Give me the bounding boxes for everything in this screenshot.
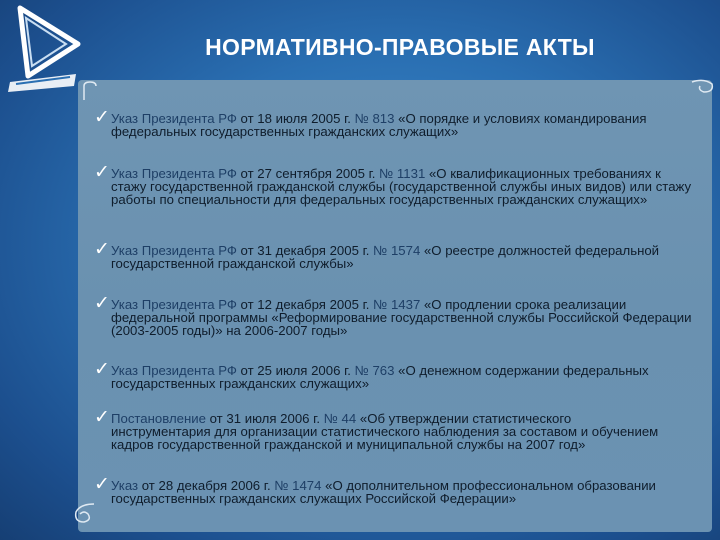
act-number: № 44 <box>323 411 357 426</box>
act-title-rest: государственных гражданских служащих Российской Федерации» <box>111 491 517 506</box>
act-title-start: «О квалификационных требованиях к <box>425 166 661 181</box>
act-item <box>94 406 696 452</box>
act-text <box>96 298 696 337</box>
act-text <box>96 412 696 451</box>
checkmark-icon: ✓ <box>94 473 110 495</box>
act-title-rest: федеральной программы «Реформирование государственной службы Российской Федерации (2003-2005 годы)» на 2006-2007 годы» <box>111 310 692 338</box>
scroll-curl-icon <box>70 500 98 526</box>
checkmark-icon: ✓ <box>94 106 110 128</box>
checkmark-icon: ✓ <box>94 292 110 314</box>
act-title-start: «Об утверждении статистического <box>356 411 572 426</box>
act-source: Указ Президента РФ <box>111 243 237 258</box>
checkmark-icon: ✓ <box>94 161 110 183</box>
scroll-curl-icon <box>690 78 716 102</box>
act-title-rest: инструментария для организации статистического наблюдения за составом и обучением кадров государственной гражданской и муниципальной службы на 2007 год» <box>111 424 659 452</box>
checkmark-icon: ✓ <box>94 238 110 260</box>
act-item <box>94 292 696 338</box>
act-item <box>94 161 696 207</box>
act-title-start: «О дополнительном профессиональном образовании <box>321 478 656 493</box>
page-title: НОРМАТИВНО-ПРАВОВЫЕ АКТЫ <box>205 34 595 60</box>
act-title-start: «О денежном содержании федеральных <box>394 363 649 378</box>
act-item <box>94 358 696 391</box>
act-title-start: «О продлении срока реализации <box>420 297 627 312</box>
act-source: Указ Президента РФ <box>111 363 237 378</box>
act-number: № 1437 <box>373 297 421 312</box>
act-text <box>96 244 696 270</box>
checkmark-icon: ✓ <box>94 406 110 428</box>
act-title-rest: федеральных государственных гражданских служащих» <box>111 124 459 139</box>
act-source: Указ Президента РФ <box>111 297 237 312</box>
act-item <box>94 238 696 271</box>
act-title-rest: государственной гражданской службы» <box>111 256 354 271</box>
act-title-rest: государственных гражданских служащих» <box>111 376 370 391</box>
act-date: от 18 июля 2005 г. <box>236 111 355 126</box>
act-date: от 31 декабря 2005 г. <box>236 243 374 258</box>
scroll-curl-icon <box>80 80 100 102</box>
act-title-rest: стажу государственной гражданской службы (государственной службы иных видов) или стажу работы по специальности для федеральных государственных гражданских служащих» <box>111 179 692 207</box>
act-number: № 813 <box>354 111 395 126</box>
checkmark-icon: ✓ <box>94 358 110 380</box>
act-date: от 31 июля 2006 г. <box>205 411 324 426</box>
triangle-logo-icon <box>6 4 86 92</box>
act-text <box>96 167 696 206</box>
act-number: № 1574 <box>373 243 421 258</box>
act-source: Указ Президента РФ <box>111 111 237 126</box>
act-text <box>96 364 696 390</box>
act-title-start: «О реестре должностей федеральной <box>420 243 660 258</box>
act-number: № 1474 <box>274 478 322 493</box>
act-date: от 12 декабря 2005 г. <box>236 297 374 312</box>
act-number: № 763 <box>354 363 395 378</box>
act-number: № 1131 <box>379 166 426 181</box>
act-source: Указ Президента РФ <box>111 166 237 181</box>
act-item <box>94 106 696 139</box>
act-item <box>94 473 696 506</box>
act-title-start: «О порядке и условиях командирования <box>394 111 647 126</box>
act-date: от 27 сентября 2005 г. <box>236 166 380 181</box>
act-text <box>96 479 696 505</box>
act-date: от 25 июля 2006 г. <box>236 363 355 378</box>
act-source: Постановление <box>111 411 206 426</box>
act-date: от 28 декабря 2006 г. <box>138 478 275 493</box>
act-text <box>96 112 696 138</box>
act-source: Указ <box>111 478 139 493</box>
